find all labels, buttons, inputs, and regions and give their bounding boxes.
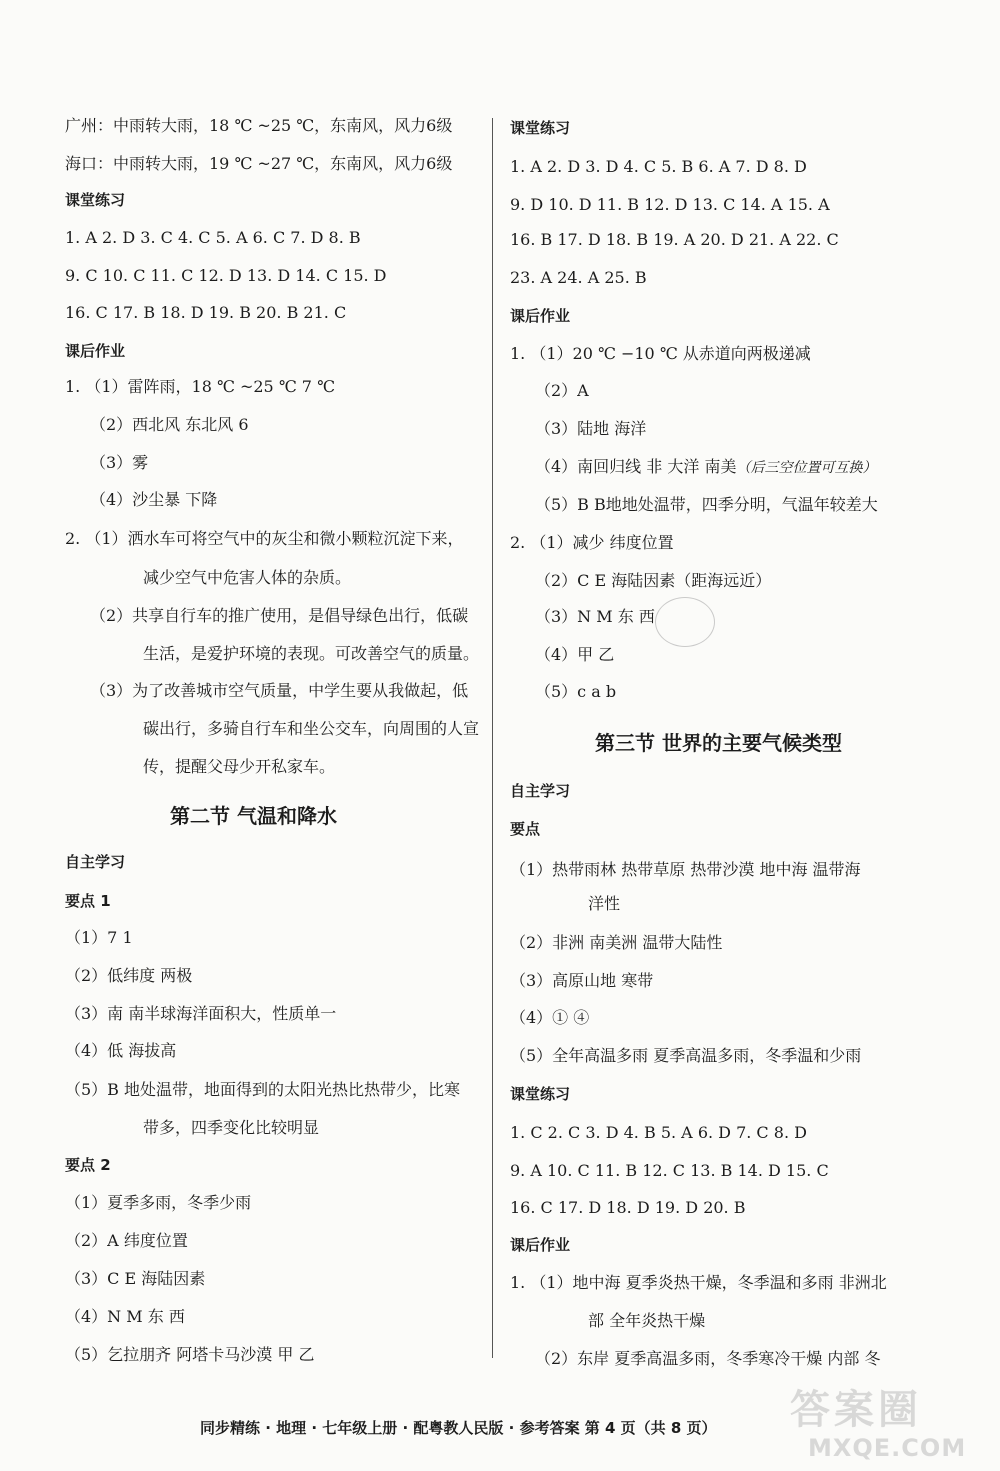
line-text: 9. A 10. C 11. B 12. C 13. B 14. D 15. C xyxy=(510,1161,829,1180)
answer-line xyxy=(510,533,674,553)
line-text: （1）热带雨林 热带草原 热带沙漠 地中海 温带海 xyxy=(510,860,861,879)
section-heading xyxy=(65,891,111,911)
line-text: 广州：中雨转大雨，18 ℃ ~25 ℃，东南风，风力6级 xyxy=(65,116,453,135)
line-text: 1. A 2. D 3. D 4. C 5. B 6. A 7. D 8. D xyxy=(510,157,807,176)
answer-line xyxy=(65,1041,176,1061)
answer-line xyxy=(510,933,722,953)
line-text: （2）西北风 东北风 6 xyxy=(90,415,249,434)
answer-line xyxy=(65,303,346,323)
answer-line xyxy=(535,457,876,478)
answer-line xyxy=(65,228,361,248)
line-text: 9. D 10. D 11. B 12. D 13. C 14. A 15. A xyxy=(510,195,830,214)
answer-line xyxy=(90,606,468,626)
answer-line xyxy=(143,568,351,588)
line-text: 洋性 xyxy=(588,894,621,913)
answer-line xyxy=(535,419,646,439)
chapter-title xyxy=(595,730,842,756)
line-text: 1. A 2. D 3. C 4. C 5. A 6. C 7. D 8. B xyxy=(65,228,361,247)
column-divider xyxy=(492,118,493,1358)
line-text: 23. A 24. A 25. B xyxy=(510,268,647,287)
line-text: （2）A xyxy=(535,381,589,400)
answer-line xyxy=(535,381,589,401)
line-text: 生活，是爱护环境的表现。可改善空气的质量。 xyxy=(143,644,480,663)
line-text: 课堂练习 xyxy=(510,1085,571,1103)
line-text: 16. B 17. D 18. B 19. A 20. D 21. A 22. C xyxy=(510,230,839,249)
line-text: （5）c a b xyxy=(535,682,617,701)
answer-line xyxy=(65,928,133,948)
answer-line xyxy=(510,1123,807,1143)
answer-line xyxy=(510,860,861,880)
line-text: 课堂练习 xyxy=(65,191,126,209)
line-text: 1. C 2. C 3. D 4. B 5. A 6. D 7. C 8. D xyxy=(510,1123,807,1142)
answer-line xyxy=(510,1008,589,1028)
watermark-logo xyxy=(780,1378,995,1466)
answer-line xyxy=(588,1311,705,1331)
answer-line xyxy=(535,607,655,627)
line-text: （2）C E 海陆因素（距海远近） xyxy=(535,571,772,590)
line-text: （3）N M 东 西 xyxy=(535,607,655,626)
line-text: （5）全年高温多雨 夏季高温多雨，冬季温和少雨 xyxy=(510,1046,862,1065)
line-text: （2）非洲 南美洲 温带大陆性 xyxy=(510,933,723,952)
line-text: 课堂练习 xyxy=(510,119,571,137)
line-text: （4）低 海拔高 xyxy=(65,1041,177,1060)
line-text: （2）东岸 夏季高温多雨，冬季寒冷干燥 内部 冬 xyxy=(535,1349,881,1368)
line-text: （5）乞拉朋齐 阿塔卡马沙漠 甲 乙 xyxy=(65,1345,315,1364)
line-text: 1. （1）地中海 夏季炎热干燥，冬季温和多雨 非洲北 xyxy=(510,1273,887,1292)
answer-line xyxy=(65,377,335,397)
answer-line xyxy=(510,1046,861,1066)
answer-line xyxy=(143,644,479,664)
answer-line xyxy=(90,681,468,701)
section-heading xyxy=(510,1084,570,1104)
section-heading xyxy=(65,1155,111,1175)
answer-line xyxy=(65,1269,205,1289)
line-text: 要点 1 xyxy=(65,892,111,910)
line-text: 第二节 气温和降水 xyxy=(170,804,337,828)
answer-line xyxy=(143,719,479,739)
section-heading xyxy=(510,819,540,839)
line-text: 传，提醒父母少开私家车。 xyxy=(143,757,336,776)
answer-line xyxy=(510,1161,829,1181)
line-text: 海口：中雨转大雨，19 ℃ ~27 ℃，东南风，风力6级 xyxy=(65,154,453,173)
answer-line xyxy=(510,268,647,288)
answer-line xyxy=(65,1307,185,1327)
seal-mark xyxy=(655,597,715,647)
answer-line xyxy=(510,344,811,364)
line-text: （4）甲 乙 xyxy=(535,645,615,664)
answer-line xyxy=(65,1193,251,1213)
line-text: 2. （1）减少 纬度位置 xyxy=(510,533,674,552)
answer-line xyxy=(65,1004,336,1024)
page-footer: 同步精练 · 地理 · 七年级上册 · 配粤教人民版 · 参考答案 第 4 页（共 8 页） xyxy=(200,1419,717,1437)
line-text: （2）低纬度 两极 xyxy=(65,966,193,985)
answer-line xyxy=(510,195,830,215)
line-text: （3）南 南半球海洋面积大，性质单一 xyxy=(65,1004,337,1023)
line-text: （2）共享自行车的推广使用，是倡导绿色出行，低碳 xyxy=(90,606,469,625)
line-text: （3）C E 海陆因素 xyxy=(65,1269,206,1288)
answer-line xyxy=(143,757,335,777)
section-heading xyxy=(65,852,125,872)
line-text: （4）N M 东 西 xyxy=(65,1307,185,1326)
answer-line xyxy=(510,230,839,250)
line-text: （4）沙尘暴 下降 xyxy=(90,490,218,509)
answer-line xyxy=(510,157,807,177)
answer-line xyxy=(90,453,148,473)
answer-line xyxy=(588,894,620,914)
chapter-title xyxy=(170,803,337,829)
answer-line xyxy=(90,490,217,510)
line-text: （2）A 纬度位置 xyxy=(65,1231,188,1250)
line-text: （5）B B地地处温带，四季分明，气温年较差大 xyxy=(535,495,878,514)
line-text: 减少空气中危害人体的杂质。 xyxy=(143,568,352,587)
line-text: 课后作业 xyxy=(510,1236,571,1254)
line-text: （1）夏季多雨，冬季少雨 xyxy=(65,1193,252,1212)
line-text: 要点 2 xyxy=(65,1156,111,1174)
watermark-text: 答案圈 xyxy=(790,1387,922,1433)
line-text: （5）B 地处温带，地面得到的太阳光热比热带少，比寒 xyxy=(65,1080,461,1099)
line-text: 带多，四季变化比较明显 xyxy=(143,1118,320,1137)
line-text: （4）① ④ xyxy=(510,1008,590,1027)
answer-line xyxy=(510,1273,887,1293)
line-text: （1）7 1 xyxy=(65,928,133,947)
line-text: 9. C 10. C 11. C 12. D 13. D 14. C 15. D xyxy=(65,266,387,285)
answer-line xyxy=(535,1349,880,1369)
answer-line xyxy=(90,415,249,435)
answer-line xyxy=(65,266,387,286)
line-text: 2. （1）洒水车可将空气中的灰尘和微小颗粒沉淀下来， xyxy=(65,529,464,548)
line-text: （3）高原山地 寒带 xyxy=(510,971,654,990)
section-heading xyxy=(65,190,125,210)
answer-line xyxy=(65,966,192,986)
answer-line xyxy=(65,116,452,136)
answer-line xyxy=(535,645,614,665)
line-text: 碳出行，多骑自行车和坐公交车，向周围的人宣 xyxy=(143,719,480,738)
answer-line xyxy=(65,154,452,174)
line-note: （后三空位置可互换） xyxy=(736,460,877,476)
watermark-url: MXQE.COM xyxy=(808,1434,967,1462)
line-text: 部 全年炎热干燥 xyxy=(588,1311,706,1330)
line-text: 课后作业 xyxy=(65,342,126,360)
answer-line xyxy=(65,529,464,549)
line-text: 第三节 世界的主要气候类型 xyxy=(595,731,842,755)
line-text: 要点 xyxy=(510,820,541,838)
line-text: 16. C 17. D 18. D 19. D 20. B xyxy=(510,1198,746,1217)
answer-line xyxy=(535,682,616,702)
answer-line xyxy=(535,571,771,591)
line-text: 1. （1）雷阵雨，18 ℃ ~25 ℃ 7 ℃ xyxy=(65,377,335,396)
answer-line xyxy=(535,495,878,515)
line-text: （3）陆地 海洋 xyxy=(535,419,647,438)
line-text: 自主学习 xyxy=(65,853,126,871)
line-text: 课后作业 xyxy=(510,307,571,325)
answer-line xyxy=(143,1118,319,1138)
line-text: （3）为了改善城市空气质量，中学生要从我做起，低 xyxy=(90,681,469,700)
section-heading xyxy=(65,341,125,361)
line-text: 16. C 17. B 18. D 19. B 20. B 21. C xyxy=(65,303,347,322)
answer-line xyxy=(510,1198,745,1218)
section-heading xyxy=(510,118,570,138)
answer-line xyxy=(65,1080,460,1100)
answer-line xyxy=(65,1231,188,1251)
answer-line xyxy=(65,1345,314,1365)
answer-line xyxy=(510,971,653,991)
line-text: 1. （1）20 ℃ −10 ℃ 从赤道向两极递减 xyxy=(510,344,811,363)
line-text: （3）雾 xyxy=(90,453,149,472)
line-text: （4）南回归线 非 大洋 南美 xyxy=(535,457,737,476)
section-heading xyxy=(510,306,570,326)
line-text: 自主学习 xyxy=(510,782,571,800)
section-heading xyxy=(510,1235,570,1255)
section-heading xyxy=(510,781,570,801)
